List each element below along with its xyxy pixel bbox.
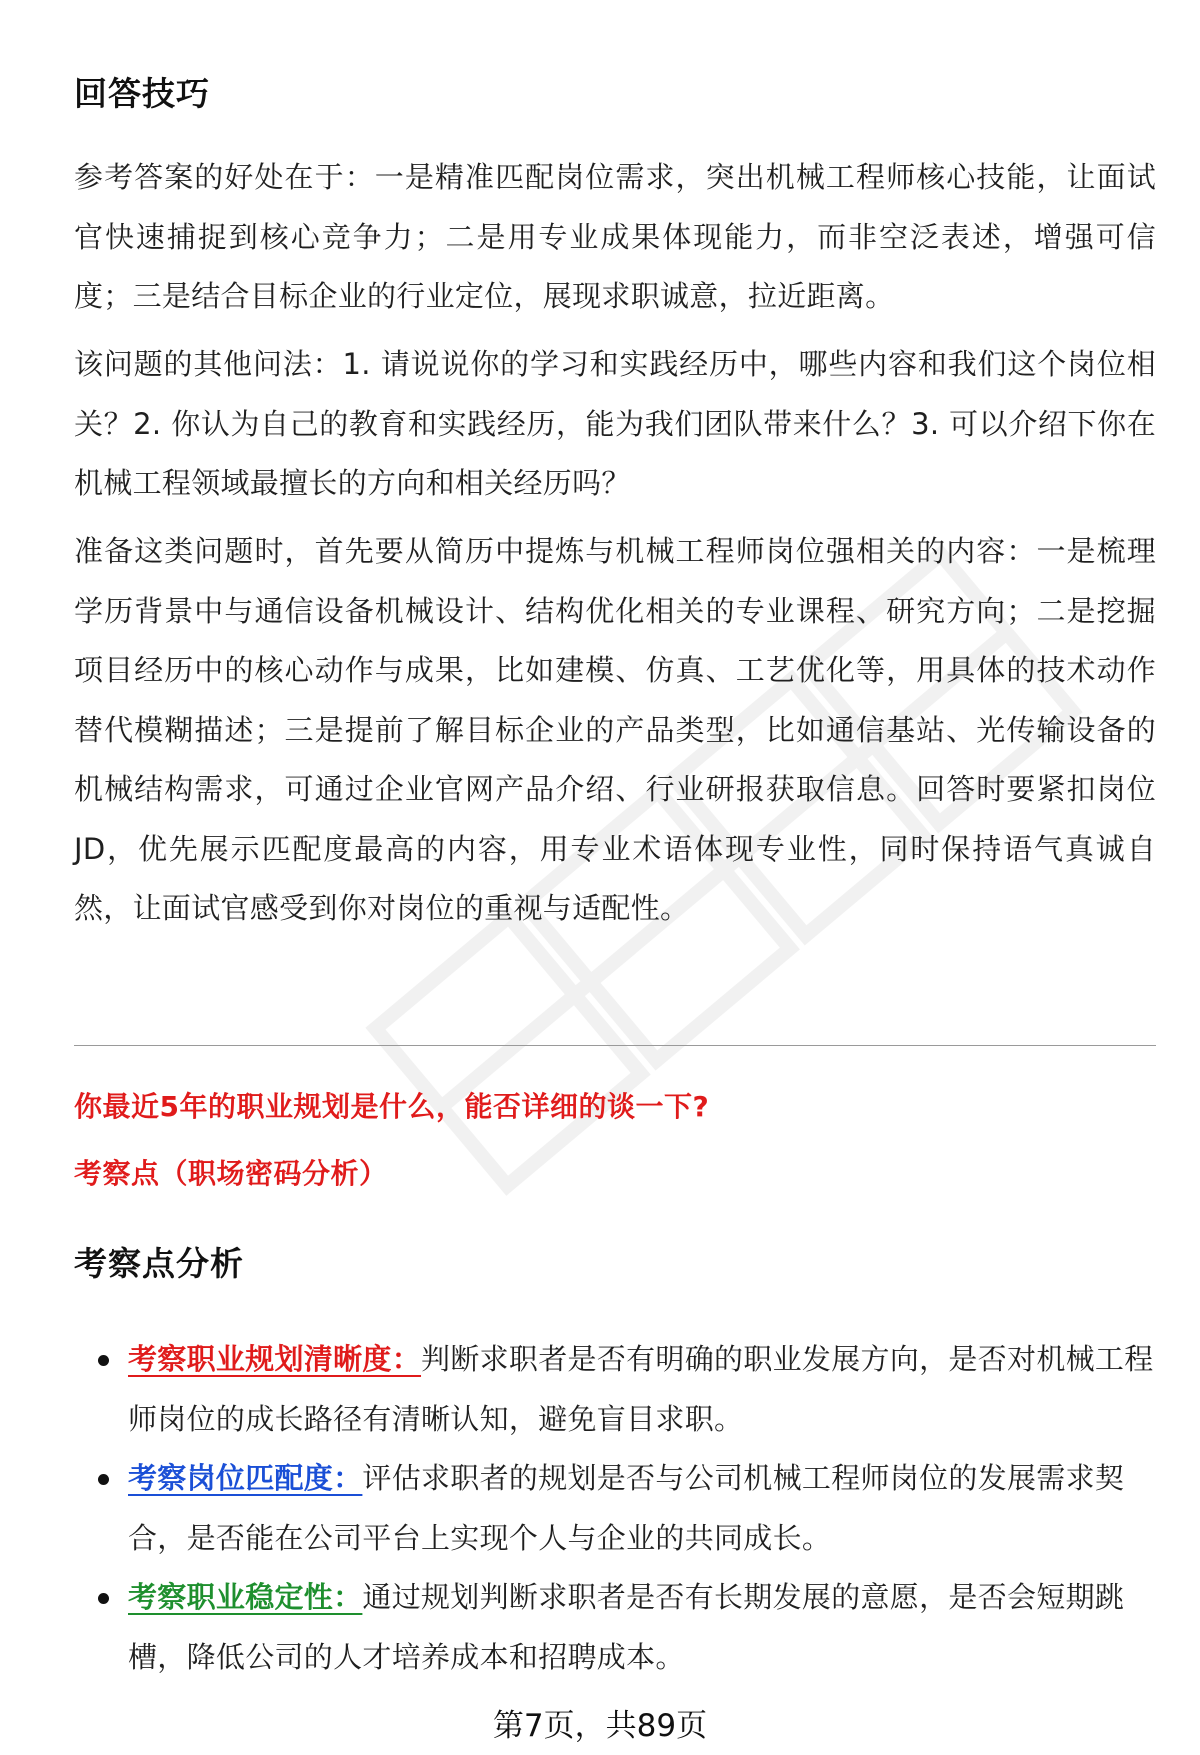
point-text: 通过规划判断求职者是否有长期发展的意愿，是否会短期跳槽，降低公司的人才培养成本和招聘成本。 <box>128 1580 1125 1674</box>
document-page <box>74 0 1156 1755</box>
question-subtitle: 考察点（职场密码分析） <box>74 1157 388 1190</box>
point-label-career-clarity: 考察职业规划清晰度： <box>128 1342 422 1376</box>
section-divider <box>74 1045 1156 1046</box>
section-heading-answer-tips: 回答技巧 <box>74 74 210 113</box>
bullet-icon <box>98 1355 109 1366</box>
list-item <box>74 1568 1156 1687</box>
paragraph-alternative-questions: 该问题的其他问法：1. 请说说你的学习和实践经历中，哪些内容和我们这个岗位相关？2. 你认为自己的教育和实践经历，能为我们团队带来什么？3. 可以介绍下你在机械工程领域最擅长的方向和相关经历吗？ <box>74 347 1156 500</box>
bullet-icon <box>98 1474 109 1485</box>
list-item <box>74 1449 1156 1568</box>
section-heading-analysis: 考察点分析 <box>74 1244 244 1283</box>
bullet-icon <box>98 1593 109 1604</box>
paragraph-preparation: 准备这类问题时，首先要从简历中提炼与机械工程师岗位强相关的内容：一是梳理学历背景中与通信设备机械设计、结构优化相关的专业课程、研究方向；二是挖掘项目经历中的核心动作与成果，比如建模、仿真、工艺优化等，用具体的技术动作替代模糊描述；三是提前了解目标企业的产品类型，比如通信基站、光传输设备的机械结构需求，可通过企业官网产品介绍、行业研报获取信息。回答时要紧扣岗位JD，优先展示匹配度最高的内容，用专业术语体现专业性，同时保持语气真诚自然，让面试官感受到你对岗位的重视与适配性。 <box>74 534 1156 925</box>
analysis-point-list <box>74 1330 1156 1687</box>
question-title: 你最近5年的职业规划是什么，能否详细的谈一下? <box>74 1090 710 1123</box>
page-number: 第7页，共89页 <box>492 1708 708 1744</box>
point-text: 评估求职者的规划是否与公司机械工程师岗位的发展需求契合，是否能在公司平台上实现个人与企业的共同成长。 <box>128 1461 1125 1555</box>
point-label-job-fit: 考察岗位匹配度： <box>128 1461 363 1495</box>
point-text: 判断求职者是否有明确的职业发展方向，是否对机械工程师岗位的成长路径有清晰认知，避免盲目求职。 <box>128 1342 1154 1436</box>
point-label-career-stability: 考察职业稳定性： <box>128 1580 363 1614</box>
list-item <box>74 1330 1156 1449</box>
paragraph-advantages: 参考答案的好处在于：一是精准匹配岗位需求，突出机械工程师核心技能，让面试官快速捕捉到核心竞争力；二是用专业成果体现能力，而非空泛表述，增强可信度；三是结合目标企业的行业定位，展现求职诚意，拉近距离。 <box>74 160 1156 313</box>
